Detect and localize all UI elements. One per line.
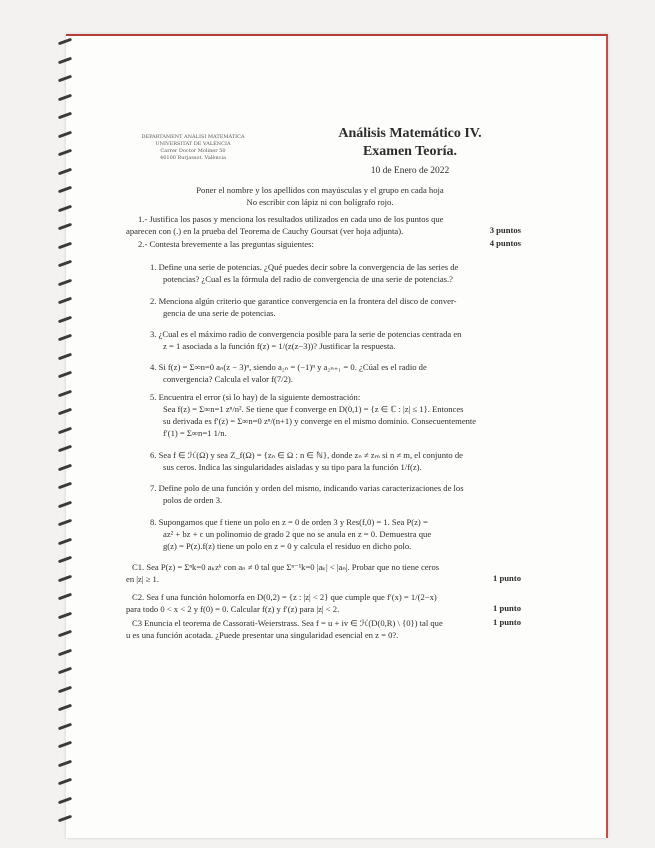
- question-item-4: 4. Si f(z) = Σ∞n=0 aₙ(z − 3)ⁿ, siendo a₂ₙ = (−1)ⁿ y a₂ₙ₊₁ = 0. ¿Cúal es el radio de: [150, 362, 427, 372]
- dept-line: DEPARTAMENT ANÀLISI MATEMÀTICA: [141, 134, 245, 140]
- question-item-5: su derivada es f′(z) = Σ∞n=0 zⁿ/(n+1) y converge en el mismo dominio. Consecuentemente: [163, 416, 477, 426]
- question-item-1: 1. Define una serie de potencias. ¿Qué puedes decir sobre la convergencia de las series de: [150, 262, 459, 272]
- extra-question-c2: C2. Sea f una función holomorfa en D(0,2) = {z : |z| < 2} que cumple que f′(x) = 1/(2−x): [132, 592, 437, 602]
- instruction: No escribir con lápiz ni con bolígrafo rojo.: [246, 197, 394, 207]
- dept-line: 46100 Burjassot. València: [160, 155, 226, 161]
- question-item-6: 6. Sea f ∈ ℋ(Ω) y sea Z_f(Ω) = {zₙ ∈ Ω : n ∈ ℕ}, donde zₙ ≠ zₘ si n ≠ m, el conjunto de: [150, 450, 463, 460]
- points-label: 3 puntos: [489, 225, 521, 235]
- question-item-8: g(z) = P(z).f(z) tiene un polo en z = 0 y calcula el residuo en dicho polo.: [163, 541, 412, 551]
- exam-subtitle: Examen Teoría.: [362, 144, 458, 159]
- question-1-text: 1.- Justifica los pasos y menciona los resultados utilizados en cada uno de los puntos que: [138, 214, 444, 224]
- question-item-8: 8. Supongamos que f tiene un polo en z = 0 de orden 3 y Res(f,0) = 1. Sea P(z) =: [150, 517, 428, 527]
- question-item-5: Sea f(z) = Σ∞n=1 zⁿ/n². Se tiene que f converge en D(0,1) = {z ∈ ℂ : |z| ≤ 1}. Entonces: [163, 404, 464, 414]
- question-item-7: 7. Define polo de una función y orden del mismo, indicando varias caracterizaciones de los: [150, 483, 464, 493]
- extra-question-c3: u es una función acotada. ¿Puede presentar una singularidad esencial en z = 0?.: [126, 630, 399, 640]
- question-item-4: convergencia? Calcula el valor f(7/2).: [163, 374, 293, 384]
- dept-line: Carrer Doctor Moliner 50: [160, 148, 226, 154]
- points-label: 1 punto: [493, 573, 521, 583]
- points-label: 1 punto: [493, 603, 521, 613]
- question-item-3: z = 1 asociada a la función f(z) = 1/(z(z−3))? Justificar la respuesta.: [163, 341, 396, 351]
- points-label: 4 puntos: [489, 238, 521, 248]
- question-item-8: az² + bz + c un polinomio de grado 2 que no se anula en z = 0. Demuestra que: [163, 529, 432, 539]
- dept-line: UNIVERSITAT DE VALÈNCIA: [155, 141, 231, 147]
- question-item-3: 3. ¿Cual es el máximo radio de convergencia posible para la serie de potencias centrada en: [150, 329, 462, 339]
- extra-question-c1: en |z| ≥ 1.: [126, 574, 159, 584]
- question-item-6: sus ceros. Indica las singularidades aisladas y su tipo para la función 1/f(z).: [163, 462, 422, 472]
- extra-question-c1: C1. Sea P(z) = Σⁿk=0 aₖzᵏ con aₙ ≠ 0 tal que Σⁿ⁻¹k=0 |aₖ| < |aₙ|. Probar que no tiene ceros: [132, 562, 440, 572]
- question-2-text: 2.- Contesta brevemente a las preguntas siguientes:: [138, 239, 314, 249]
- points-label: 1 punto: [493, 617, 521, 627]
- question-item-5: 5. Encuentra el error (si lo hay) de la siguiente demostración:: [150, 392, 361, 402]
- instruction: Poner el nombre y los apellidos con mayúsculas y el grupo en cada hoja: [196, 185, 444, 195]
- question-item-1: potencias? ¿Cual es la fórmula del radio de convergencia de una serie de potencias.?: [163, 274, 453, 284]
- question-1-text: aparecen con (.) en la prueba del Teorema de Cauchy Goursat (ver hoja adjunta).: [126, 226, 404, 236]
- question-item-2: gencia de una serie de potencias.: [163, 308, 276, 318]
- question-item-7: polos de orden 3.: [163, 495, 223, 505]
- exam-date: 10 de Enero de 2022: [370, 166, 450, 176]
- extra-question-c2: para todo 0 < x < 2 y f(0) = 0. Calcular f(z) y f′(z) para |z| < 2.: [126, 604, 340, 614]
- question-item-5: f′(1) = Σ∞n=1 1/n.: [163, 428, 227, 438]
- department-address: [128, 134, 258, 162]
- extra-question-c3: C3 Enuncia el teorema de Cassorati-Weierstrass. Sea f = u + iv ∈ ℋ(D(0,R) \ {0}) tal que: [132, 618, 443, 628]
- exam-title: Análisis Matemático IV.: [338, 126, 482, 141]
- question-item-2: 2. Menciona algún criterio que garantice convergencia en la frontera del disco de conver-: [150, 296, 457, 306]
